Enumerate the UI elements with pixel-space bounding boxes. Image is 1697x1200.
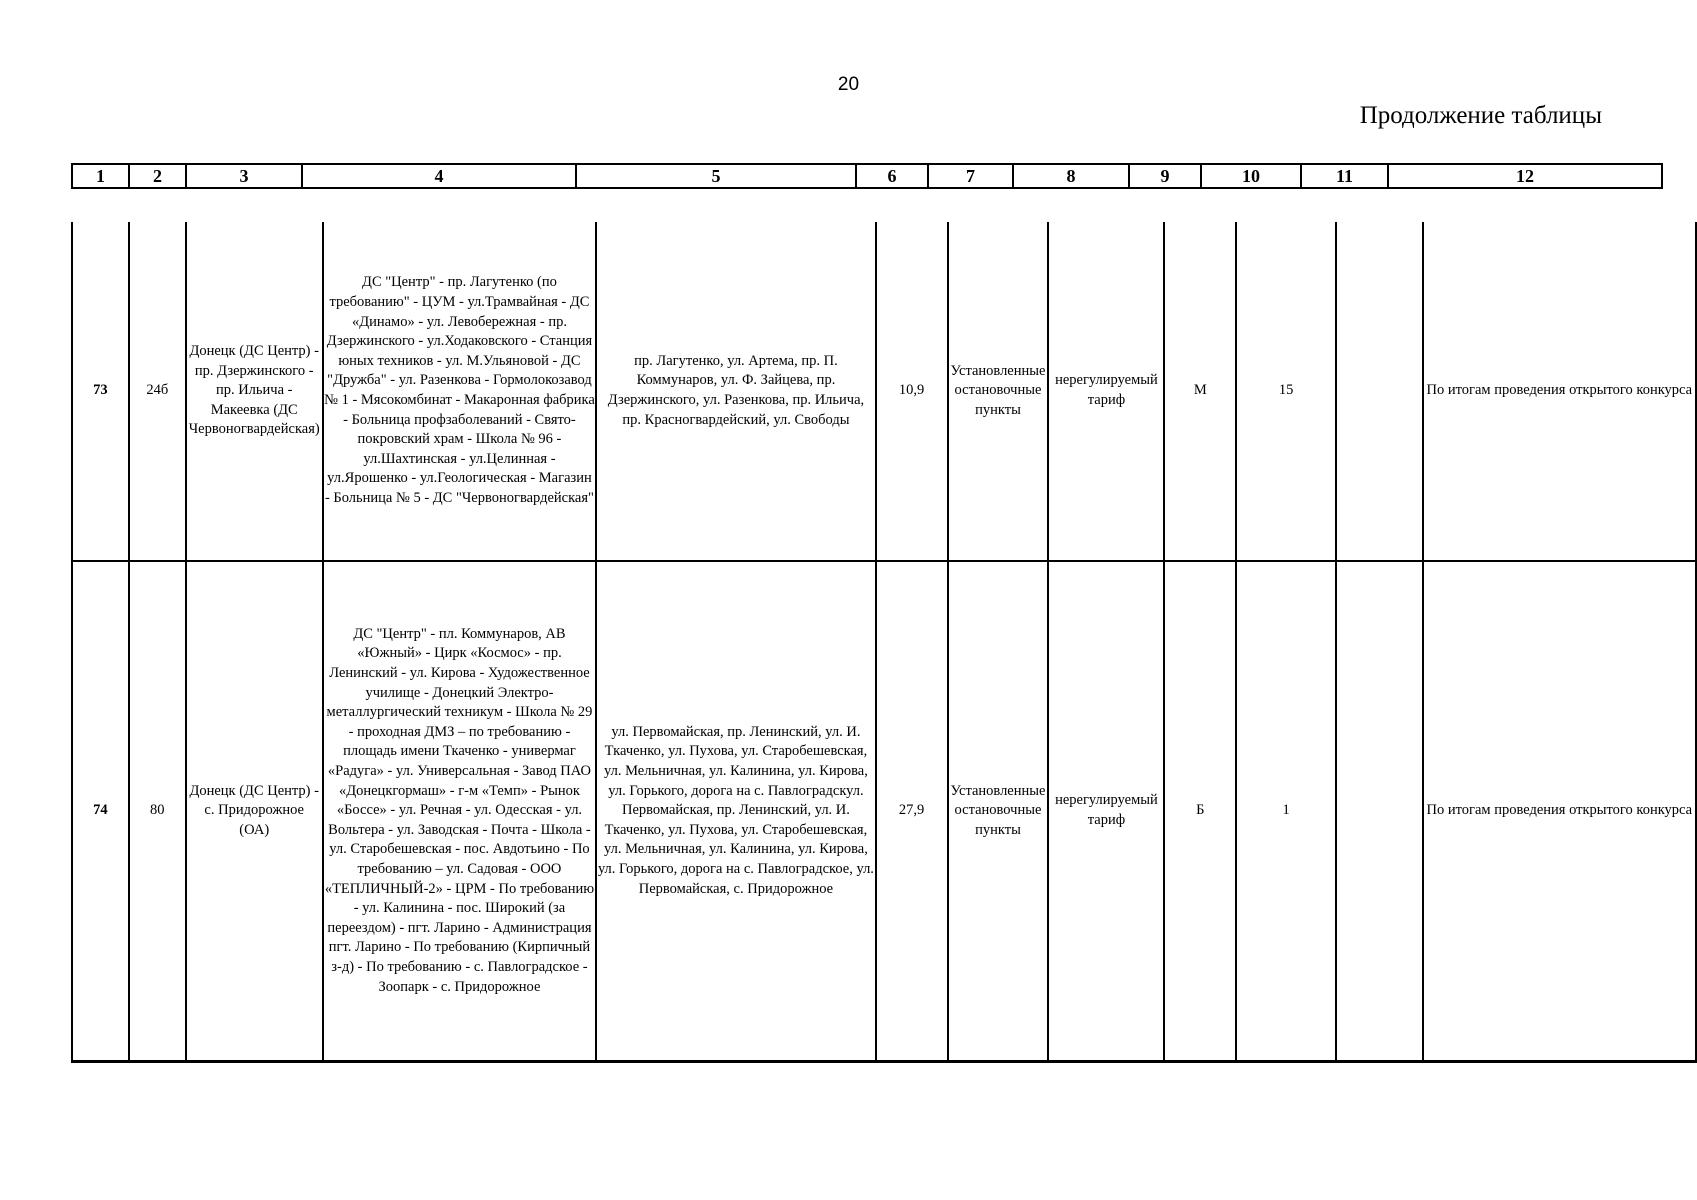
vehicle-class: Б bbox=[1164, 561, 1236, 1062]
column-number-header bbox=[71, 163, 1663, 189]
route-streets: пр. Лагутенко, ул. Артема, пр. П. Коммунаров, ул. Ф. Зайцева, пр. Дзержинского, ул. Разенкова, пр. Ильича, пр. Красногвардейский, ул. Свободы bbox=[596, 222, 875, 561]
column-number: 12 bbox=[1388, 164, 1662, 188]
column-number: 3 bbox=[186, 164, 302, 188]
column-number: 2 bbox=[129, 164, 186, 188]
route-streets: ул. Первомайская, пр. Ленинский, ул. И. Ткаченко, ул. Пухова, ул. Старобешевская, ул. Мельничная, ул. Калинина, ул. Кирова, ул. Горького, дорога на с. Павлоградскул. Первомайская, пр. Ленинский, ул. И. Ткаченко, ул. Пухова, ул. Старобешевская, ул. Мельничная, ул. Калинина, ул. Кирова, ул. Горького, дорога на с. Павлоградское, ул. Первомайская, с. Придорожное bbox=[596, 561, 875, 1062]
route-number: 80 bbox=[129, 561, 186, 1062]
route-length: 10,9 bbox=[876, 222, 948, 561]
row-number: 73 bbox=[72, 222, 129, 561]
empty-cell bbox=[1336, 222, 1423, 561]
tariff-type: нерегулируемый тариф bbox=[1048, 561, 1164, 1062]
continuation-label: Продолжение таблицы bbox=[1359, 102, 1602, 129]
row-number: 74 bbox=[72, 561, 129, 1062]
column-number: 10 bbox=[1201, 164, 1301, 188]
vehicle-count: 15 bbox=[1236, 222, 1336, 561]
route-number: 24б bbox=[129, 222, 186, 561]
column-number: 8 bbox=[1013, 164, 1129, 188]
route-name: Донецк (ДС Центр) - с. Придорожное (ОА) bbox=[186, 561, 323, 1062]
tariff-type: нерегулируемый тариф bbox=[1048, 222, 1164, 561]
table-row bbox=[72, 222, 1696, 561]
route-name: Донецк (ДС Центр) - пр. Дзержинского - пр. Ильича - Макеевка (ДС Червоногвардейская) bbox=[186, 222, 323, 561]
stop-order: Установленные остановочные пункты bbox=[948, 222, 1049, 561]
column-number: 7 bbox=[928, 164, 1013, 188]
route-stops: ДС "Центр" - пл. Коммунаров, АВ «Южный» - Цирк «Космос» - пр. Ленинский - ул. Кирова - Художественное училище - Донецкий Электро-металлургический техникум - Школа № 29 - проходная ДМЗ – по требованию - площадь имени Ткаченко - универмаг «Радуга» - ул. Универсальная - Завод ПАО «Донецкгормаш» - г-м «Темп» - Рынок «Боссе» - ул. Речная - ул. Одесская - ул. Вольтера - ул. Заводская - Почта - Школа - ул. Старобешевская - пос. Авдотьино - По требованию – ул. Садовая - ООО «ТЕПЛИЧНЫЙ-2» - ЦРМ - По требованию - ул. Калинина - пос. Широкий (за переездом) - пгт. Ларино - Администрация пгт. Ларино - По требованию (Кирпичный з-д) - По требованию - с. Павлоградское - Зоопарк - с. Придорожное bbox=[323, 561, 597, 1062]
column-number: 5 bbox=[576, 164, 856, 188]
route-stops: ДС "Центр" - пр. Лагутенко (по требованию" - ЦУМ - ул.Трамвайная - ДС «Динамо» - ул. Левобережная - пр. Дзержинского - ул.Ходаковского - Станция юных техников - ул. М.Ульяновой - ДС "Дружба" - ул. Разенкова - Гормолокозавод № 1 - Мясокомбинат - Макаронная фабрика - Больница профзаболеваний - Свято-покровский храм - Школа № 96 - ул.Шахтинская - ул.Целинная - ул.Ярошенко - ул.Геологическая - Магазин - Больница № 5 - ДС "Червоногвардейская" bbox=[323, 222, 597, 561]
column-number: 11 bbox=[1301, 164, 1388, 188]
table-row bbox=[72, 561, 1696, 1062]
route-length: 27,9 bbox=[876, 561, 948, 1062]
column-number: 6 bbox=[856, 164, 928, 188]
route-basis: По итогам проведения открытого конкурса bbox=[1423, 561, 1696, 1062]
route-basis: По итогам проведения открытого конкурса bbox=[1423, 222, 1696, 561]
vehicle-class: М bbox=[1164, 222, 1236, 561]
empty-cell bbox=[1336, 561, 1423, 1062]
page-number: 20 bbox=[837, 74, 860, 95]
column-number: 1 bbox=[72, 164, 129, 188]
stop-order: Установленные остановочные пункты bbox=[948, 561, 1049, 1062]
column-number: 9 bbox=[1129, 164, 1201, 188]
vehicle-count: 1 bbox=[1236, 561, 1336, 1062]
column-number: 4 bbox=[302, 164, 576, 188]
routes-table bbox=[71, 222, 1697, 1063]
